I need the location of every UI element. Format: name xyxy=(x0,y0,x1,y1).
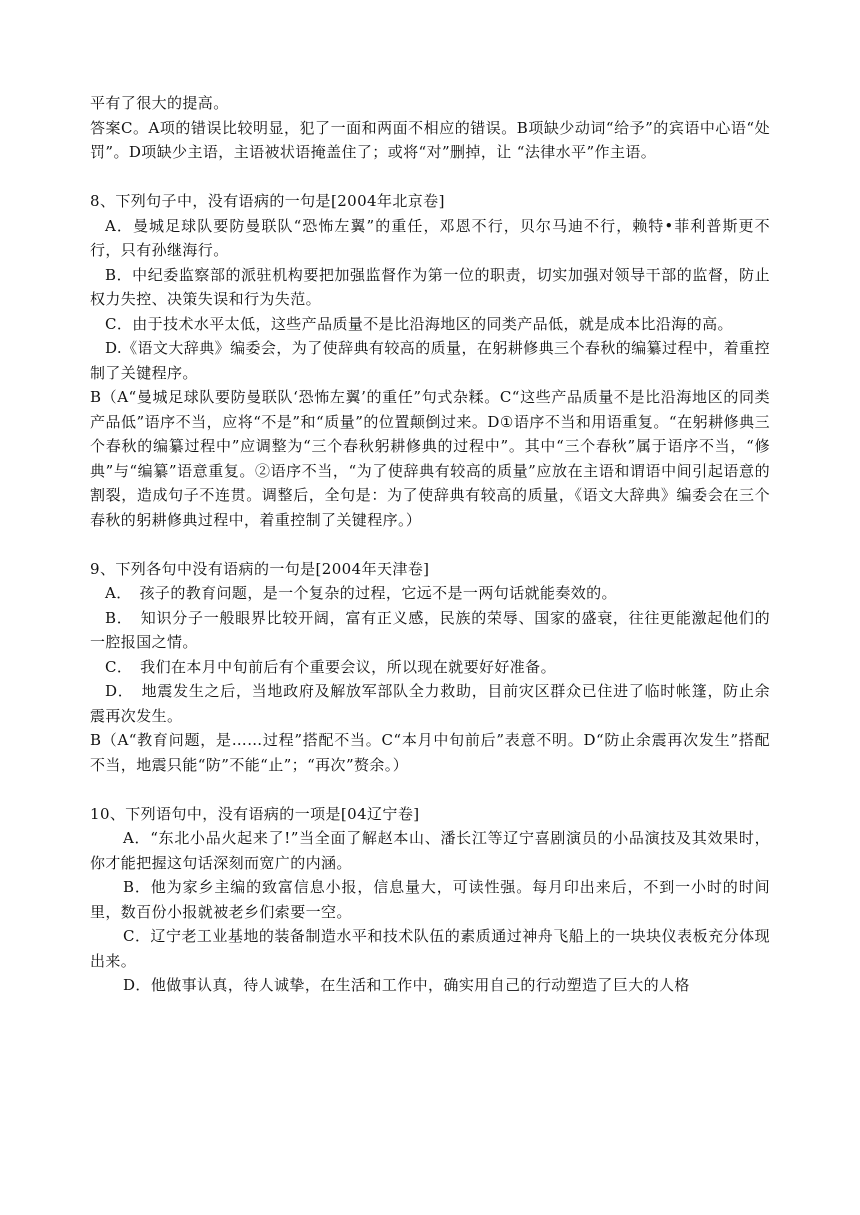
q8-answer: B（A“曼城足球队要防曼联队‘恐怖左翼’的重任”句式杂糅。C“这些产品质量不是比沿海地区的同类产品低”语序不当，应将“不是”和“质量”的位置颠倒过来。D①语序不当和用语重复。“在躬耕修典三个春秋的编纂过程中”应调整为“三个春秋躬耕修典的过程中”。其中“三个春秋”属于语序不当，“修典”与“编纂”语意重复。②语序不当，“为了使辞典有较高的质量”应放在主语和谓语中间引起语意的割裂，造成句子不连贯。调整后，全句是：为了使辞典有较高的质量，《语文大辞典》编委会在三个春秋的躬耕修典过程中，着重控制了关键程序。） xyxy=(90,388,770,529)
q8-option-c: C．由于技术水平太低，这些产品质量不是比沿海地区的同类产品低，就是成本比沿海的高。 xyxy=(105,314,733,333)
intro-line: 平有了很大的提高。 xyxy=(90,94,229,112)
q10-option-a: A．“东北小品火起来了!”当全面了解赵本山、潘长江等辽宁喜剧演员的小品演技及其效果时，你才能把握这句话深刻而宽广的内涵。 xyxy=(90,829,770,872)
spacer xyxy=(90,532,770,557)
spacer xyxy=(90,165,770,190)
document-page xyxy=(90,91,770,998)
q8-option-d: D.《语文大辞典》编委会，为了使辞典有较高的质量，在躬耕修典三个春秋的编纂过程中，着重控制了关键程序。 xyxy=(90,339,770,382)
q8-option-b: B．中纪委监察部的派驻机构要把加强监督作为第一位的职责，切实加强对领导干部的监督，防止权力失控、决策失误和行为失范。 xyxy=(90,265,770,308)
q9-option-d: D． 地震发生之后，当地政府及解放军部队全力救助，目前灾区群众已住进了临时帐篷，防止余震再次发生。 xyxy=(90,682,770,725)
q9-option-a: A． 孩子的教育问题，是一个复杂的过程，它远不是一两句话就能奏效的。 xyxy=(105,584,617,602)
q10-option-d: D．他做事认真，待人诚挚，在生活和工作中，确实用自己的行动塑造了巨大的人格 xyxy=(123,976,690,994)
q9-stem: 9、下列各句中没有语病的一句是[2004年天津卷] xyxy=(90,559,430,578)
q9-option-c: C． 我们在本月中旬前后有个重要会议，所以现在就要好好准备。 xyxy=(105,657,556,676)
q10-option-b: B．他为家乡主编的致富信息小报，信息量大，可读性强。每月印出来后，不到一小时的时间里，数百份小报就被老乡们索要一空。 xyxy=(90,878,770,921)
q9-answer: B（A“教育问题，是……过程”搭配不当。C“本月中旬前后”表意不明。D“防止余震再次发生”搭配不当，地震只能“防”不能“止”；“再次”赘余。） xyxy=(90,731,770,774)
intro-answer: 答案C。A项的错误比较明显，犯了一面和两面不相应的错误。B项缺少动词“给予”的宾语中心语“处罚”。D项缺少主语，主语被状语掩盖住了；或将“对”删掉，让 “法律水平”作主语。 xyxy=(90,118,770,161)
spacer xyxy=(90,777,770,802)
q10-stem: 10、下列语句中，没有语病的一项是[04辽宁卷] xyxy=(90,804,420,823)
q8-stem: 8、下列句子中，没有语病的一句是[2004年北京卷] xyxy=(90,192,445,210)
q10-option-c: C．辽宁老工业基地的装备制造水平和技术队伍的素质通过神舟飞船上的一块块仪表板充分体现出来。 xyxy=(90,927,770,970)
q8-option-a: A．曼城足球队要防曼联队“恐怖左翼”的重任，邓恩不行，贝尔马迪不行，赖特•菲利普斯更不行，只有孙继海行。 xyxy=(90,216,770,259)
q9-option-b: B． 知识分子一般眼界比较开阔，富有正义感，民族的荣辱、国家的盛衰，往往更能激起他们的一腔报国之情。 xyxy=(90,608,770,651)
